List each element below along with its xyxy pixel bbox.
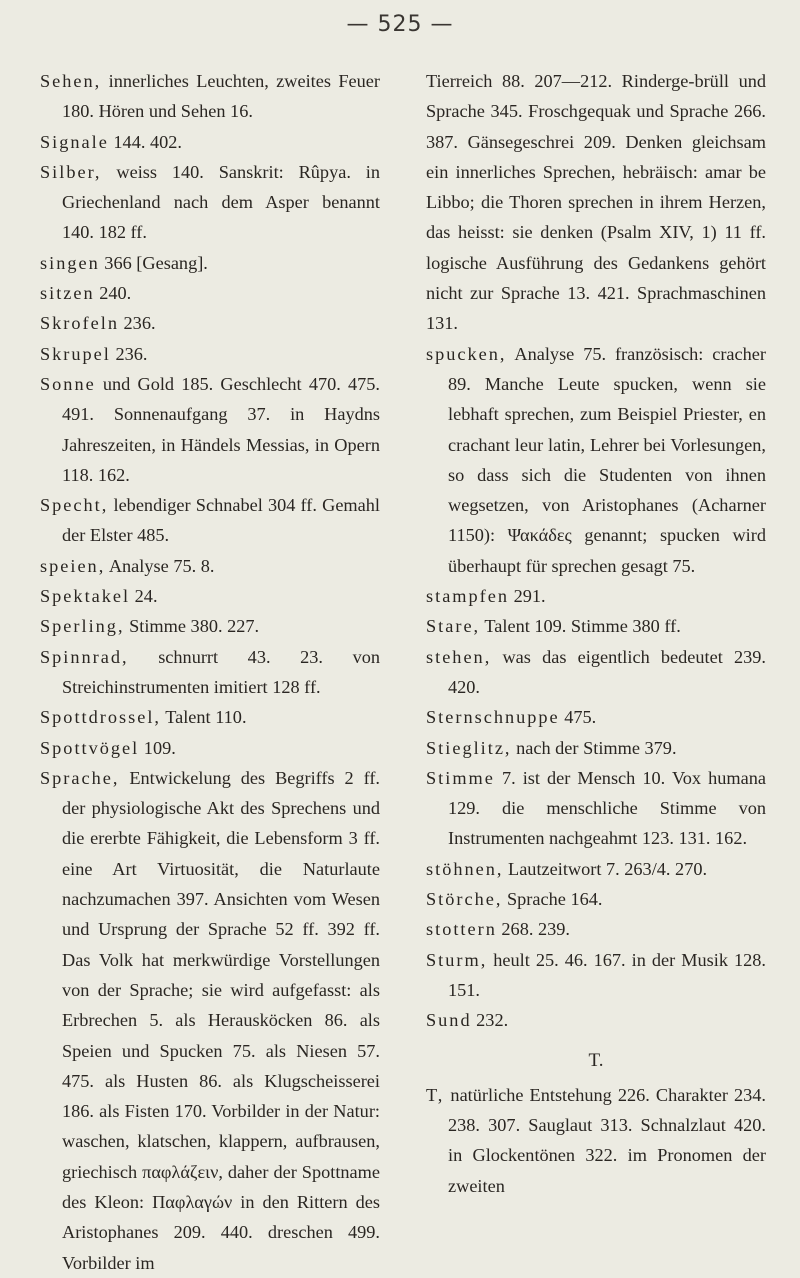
index-entry xyxy=(40,551,380,581)
index-headword: Sperling, xyxy=(40,616,125,637)
index-headword: stampfen xyxy=(426,586,510,607)
index-entry xyxy=(426,581,766,611)
index-references: lebendiger Schnabel 304 ff. Gemahl der Elster 485. xyxy=(62,495,380,546)
index-entry xyxy=(40,308,380,338)
index-references: 366 [Gesang]. xyxy=(99,252,208,273)
index-references: Analyse 75. 8. xyxy=(105,555,215,576)
index-references: 232. xyxy=(471,1010,509,1031)
index-headword: Stare, xyxy=(426,616,481,637)
index-references: 240. xyxy=(94,283,132,304)
index-headword: Skrupel xyxy=(40,343,111,364)
index-headword: stehen, xyxy=(426,646,492,667)
index-references: 291. xyxy=(509,586,546,607)
index-references: heult 25. 46. 167. in der Musik 128. 151. xyxy=(448,949,766,1000)
index-entry xyxy=(426,642,766,703)
index-references: 475. xyxy=(559,707,597,728)
index-headword: Sonne xyxy=(40,373,96,394)
index-headword: sitzen xyxy=(40,283,95,304)
index-headword: Skrofeln xyxy=(40,313,119,334)
index-headword: Spottdrossel, xyxy=(40,707,161,728)
index-entry xyxy=(40,581,380,611)
index-headword: Sehen, xyxy=(40,71,102,91)
index-references: 268. 239. xyxy=(496,919,570,940)
index-entry xyxy=(426,884,766,914)
index-headword: T, xyxy=(426,1084,445,1105)
index-references: Talent 109. Stimme 380 ff. xyxy=(480,616,681,637)
index-entry xyxy=(40,490,380,551)
index-references: weiss 140. Sanskrit: Rûpya. in Griechenland nach dem Asper benannt 140. 182 ff. xyxy=(62,161,380,243)
index-references: Talent 110. xyxy=(160,707,247,728)
index-references: innerliches Leuchten, zweites Feuer 180. Hören und Sehen 16. xyxy=(62,71,380,122)
index-entries-s xyxy=(426,66,766,1036)
index-entry xyxy=(40,733,380,763)
index-entry xyxy=(40,157,380,248)
index-references: natürliche Entstehung 226. Charakter 234. 238. 307. Sauglaut 313. Schnalzlaut 420. in Glockentönen 322. im Pronomen der zweiten xyxy=(444,1084,766,1196)
index-references: und Gold 185. Geschlecht 470. 475. 491. Sonnenaufgang 37. in Haydns Jahreszeiten, in Händels Messias, in Opern 118. 162. xyxy=(62,373,380,485)
index-entry xyxy=(426,914,766,944)
index-entry xyxy=(40,763,380,1278)
index-references: Sprache 164. xyxy=(502,889,603,910)
index-headword: spucken, xyxy=(426,343,507,364)
index-entry xyxy=(426,702,766,732)
index-entry xyxy=(40,611,380,641)
index-entry xyxy=(40,369,380,490)
index-entry xyxy=(40,702,380,732)
index-references: 236. xyxy=(110,343,148,364)
index-headword: Sund xyxy=(426,1010,472,1031)
index-references: 144. 402. xyxy=(108,131,182,152)
index-entry xyxy=(426,733,766,763)
index-entry xyxy=(426,611,766,641)
index-entry xyxy=(426,1005,766,1035)
index-headword: Specht, xyxy=(40,495,109,516)
index-headword: Sprache, xyxy=(40,767,120,788)
index-references: 236. xyxy=(118,313,156,334)
index-entry xyxy=(426,945,766,1006)
index-headword: Spinnrad, xyxy=(40,646,129,667)
index-entry xyxy=(40,278,380,308)
index-column-left xyxy=(40,66,380,1278)
index-entry xyxy=(40,66,380,127)
index-headword: Silber, xyxy=(40,161,102,182)
index-headword: stöhnen, xyxy=(426,858,504,879)
index-entry xyxy=(40,642,380,703)
index-headword: Spottvögel xyxy=(40,737,140,758)
index-entry xyxy=(40,127,380,157)
index-entry xyxy=(426,854,766,884)
index-entry xyxy=(426,763,766,854)
index-references: Tierreich 88. 207—212. Rinderge-brüll und Sprache 345. Froschgequak und Sprache 266. 387. Gänsegeschrei 209. Denken gleichsam ein innerliches Sprechen, hebräisch: amar be Libbo; die Thoren sprechen in ihrem Herzen, das heisst: sie denken (Psalm XIV, 1) 11 ff. logische Ausführung des Gedankens gehört nicht zur Sprache 13. 421. Sprachmaschinen 131. xyxy=(426,71,766,334)
index-references: 24. xyxy=(130,586,158,607)
index-headword: stottern xyxy=(426,919,497,940)
index-column-right xyxy=(426,66,766,1201)
index-references: Stimme 380. 227. xyxy=(124,616,260,637)
index-headword: Sturm, xyxy=(426,949,488,970)
index-entry xyxy=(426,1080,766,1201)
index-references: Analyse 75. französisch: cracher 89. Manche Leute spucken, wenn sie lebhaft sprechen, zum Beispiel Priester, en crachant leur latin, Lehrer bei Vorlesungen, so dass sich die Studenten von ihnen wegsetzen, von Aristophanes (Acharner 1150): Ψακάδες genannt; spucken wird überhaupt für sprechen gesagt 75. xyxy=(448,343,766,576)
index-headword: Stieglitz, xyxy=(426,737,512,758)
index-references: was das eigentlich bedeutet 239. 420. xyxy=(448,646,766,697)
page-number: — 525 — xyxy=(346,12,454,37)
index-references: Lautzeitwort 7. 263/4. 270. xyxy=(503,858,708,879)
index-headword: Stimme xyxy=(426,767,495,788)
index-references: Entwickelung des Begriffs 2 ff. der physiologische Akt des Sprechens und die ererbte Fähigkeit, die Lebensform 3 ff. eine Art Virtuosität, die Naturlaute nachzumachen 397. Ansichten vom Wesen und Ursprung der Sprache 52 ff. 392 ff. Das Volk hat merkwürdige Vorstellungen von der Sprache; sie wird aufgefasst: als Erbrechen 5. als Herausköcken 86. als Speien und Spucken 75. als Niesen 57. 475. als Husten 86. als Klugscheisserei 186. als Fisten 170. Vorbilder in der Natur: waschen, klatschen, klappern, aufbrausen, griechisch παφλάζειν, daher der Spottname des Kleon: Παφλαγών in den Rittern des Aristophanes 209. 440. dreschen 499. Vorbilder im xyxy=(62,767,380,1273)
index-entry xyxy=(426,339,766,581)
index-references: schnurrt 43. 23. von Streichinstrumenten imitiert 128 ff. xyxy=(62,646,380,697)
index-references: 7. ist der Mensch 10. Vox humana 129. die menschliche Stimme von Instrumenten nachgeahmt 123. 131. 162. xyxy=(448,767,766,849)
index-entry xyxy=(426,66,766,339)
index-references: 109. xyxy=(139,737,176,758)
index-entries-t xyxy=(426,1080,766,1201)
index-headword: Spektakel xyxy=(40,586,131,607)
index-headword: Störche, xyxy=(426,889,503,910)
index-headword: singen xyxy=(40,252,100,273)
index-headword: Sternschnuppe xyxy=(426,707,560,728)
section-heading-t: T. xyxy=(588,1049,604,1071)
index-headword: speien, xyxy=(40,555,106,576)
index-references: nach der Stimme 379. xyxy=(511,737,677,758)
index-entry xyxy=(40,248,380,278)
index-headword: Signale xyxy=(40,131,109,152)
index-entry xyxy=(40,339,380,369)
